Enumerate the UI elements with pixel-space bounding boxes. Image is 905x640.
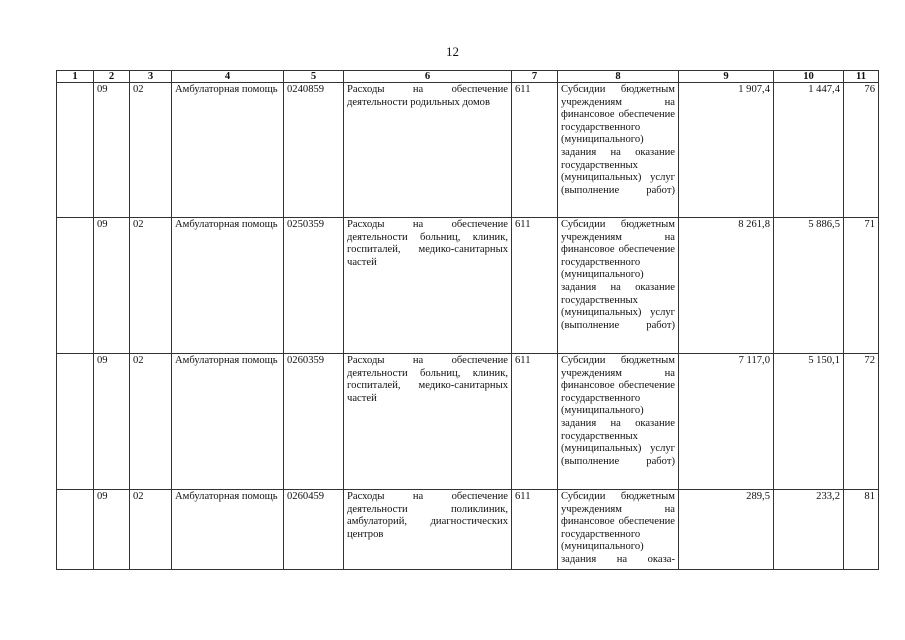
expense-type-code-cell: 611: [512, 354, 558, 490]
page-number: 12: [446, 44, 459, 59]
expense-type-description-cell: [558, 490, 679, 570]
subsection-name-cell: Амбулаторная помощь: [172, 490, 284, 570]
row-number-cell: [57, 354, 94, 490]
section-code-cell: 09: [94, 354, 130, 490]
expense-type-text: Субсидии бюджетным учреждениям на финансовое обеспечение государственного (муниципального) задания на оказание государственных (муниципальных) услуг (выполнение работ): [561, 355, 675, 467]
target-code-cell: 0240859: [284, 83, 344, 218]
column-header-2: 2: [94, 71, 130, 83]
planned-amount-cell: 7 117,0: [679, 354, 774, 490]
column-header-8: 8: [558, 71, 679, 83]
row-number-cell: [57, 83, 94, 218]
column-header-10: 10: [774, 71, 844, 83]
planned-amount-cell: 1 907,4: [679, 83, 774, 218]
actual-amount-cell: 233,2: [774, 490, 844, 570]
percent-cell: 72: [844, 354, 879, 490]
target-description-cell: Расходы на обеспечение деятельности больниц, клиник, госпиталей, медико-санитарных частей: [344, 354, 512, 490]
subsection-name-cell: Амбулаторная помощь: [172, 218, 284, 354]
actual-amount-cell: 5 886,5: [774, 218, 844, 354]
expense-type-text: Субсидии бюджетным учреждениям на финансовое обеспечение государственного (муниципального) задания на оказание государственных (муниципальных) услуг (выполнение работ): [561, 84, 675, 196]
subsection-code-cell: 02: [130, 218, 172, 354]
column-header-11: 11: [844, 71, 879, 83]
target-code-cell: 0260359: [284, 354, 344, 490]
subsection-name-cell: Амбулаторная помощь: [172, 354, 284, 490]
expense-type-code-cell: 611: [512, 218, 558, 354]
expense-type-text: Субсидии бюджетным учреждениям на финансовое обеспечение государственного (муниципального) задания на оказание государственных (муниципальных) услуг (выполнение работ): [561, 219, 675, 331]
expense-type-text: Субсидии бюджетным учреждениям на финансовое обеспечение государственного (муниципального) задания на оказа-: [561, 491, 675, 565]
column-header-7: 7: [512, 71, 558, 83]
subsection-code-cell: 02: [130, 490, 172, 570]
column-header-6: 6: [344, 71, 512, 83]
table-row: [57, 83, 879, 218]
subsection-name-cell: Амбулаторная помощь: [172, 83, 284, 218]
row-number-cell: [57, 218, 94, 354]
table-row: [57, 490, 879, 570]
percent-cell: 76: [844, 83, 879, 218]
budget-table: [56, 70, 879, 570]
target-description-cell: Расходы на обеспечение деятельности родильных домов: [344, 83, 512, 218]
column-header-1: 1: [57, 71, 94, 83]
planned-amount-cell: 289,5: [679, 490, 774, 570]
expense-type-code-cell: 611: [512, 83, 558, 218]
subsection-code-cell: 02: [130, 83, 172, 218]
row-number-cell: [57, 490, 94, 570]
actual-amount-cell: 5 150,1: [774, 354, 844, 490]
percent-cell: 81: [844, 490, 879, 570]
column-header-9: 9: [679, 71, 774, 83]
section-code-cell: 09: [94, 83, 130, 218]
target-description-cell: Расходы на обеспечение деятельности поликлиник, амбулаторий, диагностических центров: [344, 490, 512, 570]
section-code-cell: 09: [94, 218, 130, 354]
column-header-4: 4: [172, 71, 284, 83]
expense-type-description-cell: [558, 218, 679, 354]
subsection-code-cell: 02: [130, 354, 172, 490]
expense-type-code-cell: 611: [512, 490, 558, 570]
target-code-cell: 0260459: [284, 490, 344, 570]
actual-amount-cell: 1 447,4: [774, 83, 844, 218]
table-row: [57, 354, 879, 490]
section-code-cell: 09: [94, 490, 130, 570]
target-description-cell: Расходы на обеспечение деятельности больниц, клиник, госпиталей, медико-санитарных частей: [344, 218, 512, 354]
table-row: [57, 218, 879, 354]
target-code-cell: 0250359: [284, 218, 344, 354]
table-header-row: [57, 71, 879, 83]
column-header-5: 5: [284, 71, 344, 83]
planned-amount-cell: 8 261,8: [679, 218, 774, 354]
expense-type-description-cell: [558, 83, 679, 218]
expense-type-description-cell: [558, 354, 679, 490]
column-header-3: 3: [130, 71, 172, 83]
percent-cell: 71: [844, 218, 879, 354]
